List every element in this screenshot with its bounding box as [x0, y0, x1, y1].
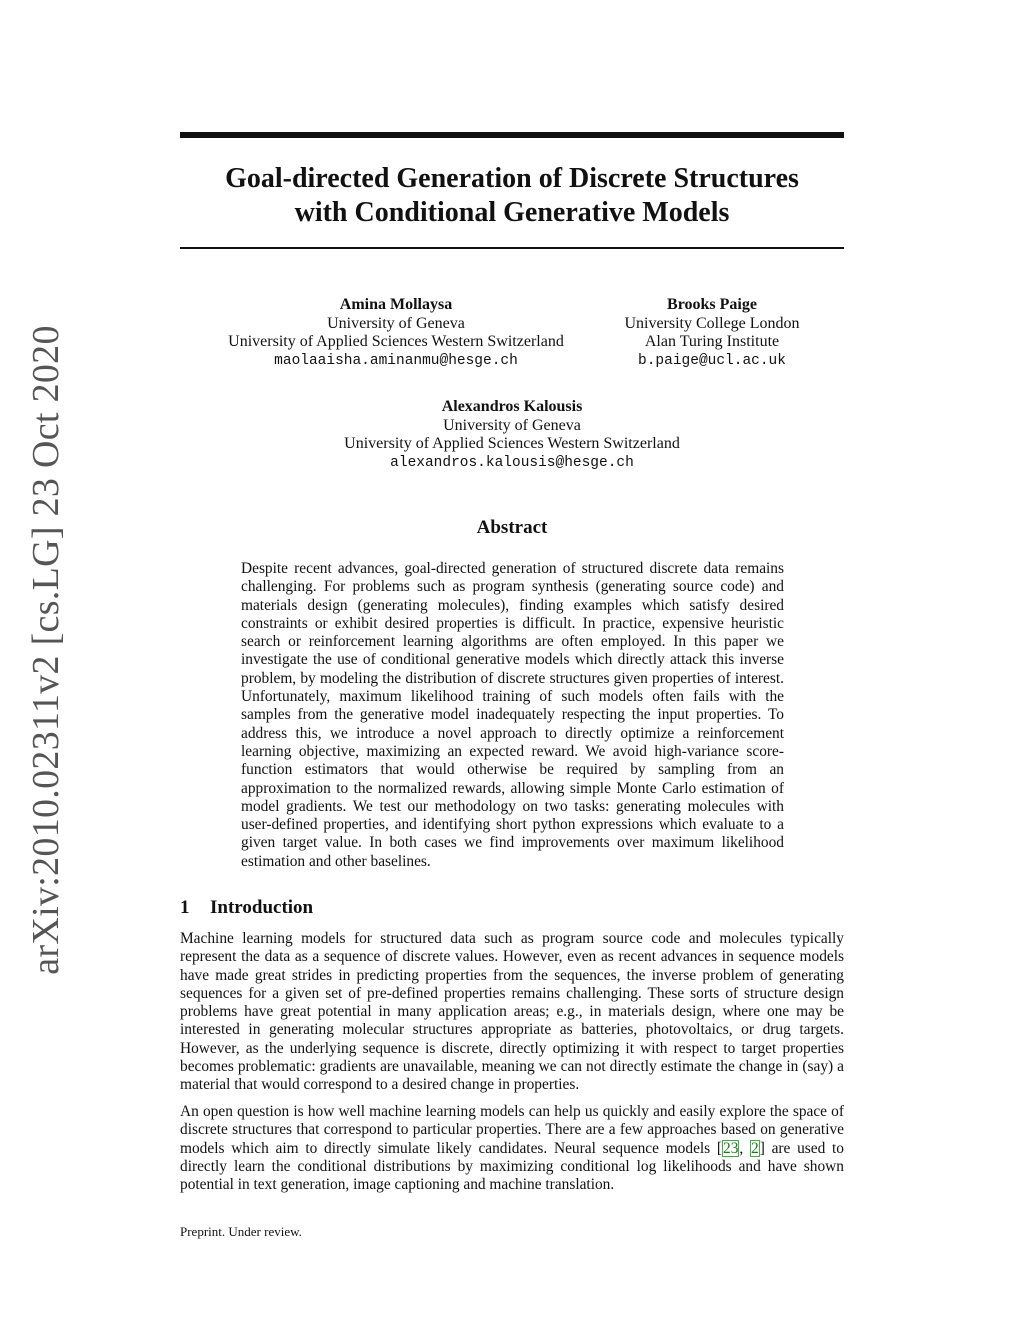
introduction-paragraph-1: Machine learning models for structured data such as program source code and molecules typically represent the data as a sequence of discrete values. However, even as recent advances in sequence models have made great strides in predicting properties from the sequences, the inverse problem of generating sequences for a given set of pre-defined properties remains challenging. These sorts of structure design problems have great potential in many application areas; e.g., in materials design, where one may be interested in generating molecular structures appropriate as batteries, photovoltaics, or drug targets. However, as the underlying sequence is discrete, directly optimizing it with respect to target properties becomes problematic: gradients are unavailable, meaning we can not directly estimate the change in (say) a material that would correspond to a desired change in properties.	[180, 930, 844, 1094]
paragraph-text: An open question is how well machine learning models can help us quickly and easily explore the space of discrete structures that correspond to particular properties. There are a few approaches based on generative models which aim to directly simulate likely candidates. Neural sequence models [	[180, 1103, 844, 1157]
author-affiliation: University of Applied Sciences Western Switzerland	[344, 435, 680, 452]
arxiv-identifier[interactable]: arXiv:2010.02311v2 [cs.LG] 23 Oct 2020	[25, 325, 67, 975]
author-email[interactable]: alexandros.kalousis@hesge.ch	[390, 454, 634, 471]
paper-title	[180, 162, 844, 230]
author-affiliation: University of Geneva	[327, 314, 465, 332]
author-block-kalousis	[262, 398, 762, 472]
author-affiliation: University College London	[624, 314, 800, 332]
citation-separator: ,	[739, 1139, 751, 1157]
author-email[interactable]: b.paige@ucl.ac.uk	[638, 352, 786, 369]
citation-link[interactable]: 2	[751, 1139, 759, 1157]
abstract-heading: Abstract	[476, 517, 548, 538]
paragraph-text: ] are used to directly learn the conditional distributions by maximizing conditional log likelihoods and have shown potential in text generation, image captioning and machine translation.	[180, 1139, 845, 1194]
author-affiliation: Alan Turing Institute	[644, 333, 780, 350]
title-rule-top	[180, 132, 844, 138]
title-line-1: Goal-directed Generation of Discrete Structures	[225, 163, 799, 194]
preprint-footer: Preprint. Under review.	[180, 1224, 302, 1239]
author-name: Alexandros Kalousis	[441, 398, 583, 415]
section-heading-introduction	[180, 897, 313, 919]
title-line-2: with Conditional Generative Models	[294, 197, 730, 228]
section-title: Introduction	[210, 897, 314, 918]
author-block-mollaysa	[180, 296, 612, 370]
author-affiliation: University of Applied Sciences Western Switzerland	[228, 333, 564, 350]
author-name: Brooks Paige	[667, 296, 757, 313]
section-number: 1	[180, 897, 190, 918]
introduction-paragraph-2	[180, 1103, 844, 1194]
abstract-text: Despite recent advances, goal-directed generation of structured discrete data remains challenging. For problems such as program synthesis (generating source code) and materials design (generating molecules), finding examples which satisfy desired constraints or exhibit desired properties is difficult. In practice, expensive heuristic search or reinforcement learning algorithms are often employed. In this paper we investigate the use of conditional generative models which directly attack this inverse problem, by modeling the distribution of discrete structures given properties of interest. Unfortunately, maximum likelihood training of such models often fails with the samples from the generative model inadequately respecting the input properties. To address this, we introduce a novel approach to directly optimize a reinforcement learning objective, maximizing an expected reward. We avoid high-variance score-function estimators that would otherwise be required by sampling from an approximation to the normalized rewards, allowing simple Monte Carlo estimation of model gradients. We test our methodology on two tasks: generating molecules with user-defined properties, and identifying short python expressions which evaluate to a given target value. In both cases we find improvements over maximum likelihood estimation and other baselines.	[241, 560, 784, 870]
author-block-paige	[592, 296, 832, 370]
author-name: Amina Mollaysa	[339, 296, 453, 313]
citation-link[interactable]: 23	[723, 1139, 739, 1157]
author-email[interactable]: maolaaisha.aminanmu@hesge.ch	[274, 352, 518, 369]
author-affiliation: University of Geneva	[443, 416, 581, 434]
title-rule-bottom	[180, 247, 844, 249]
